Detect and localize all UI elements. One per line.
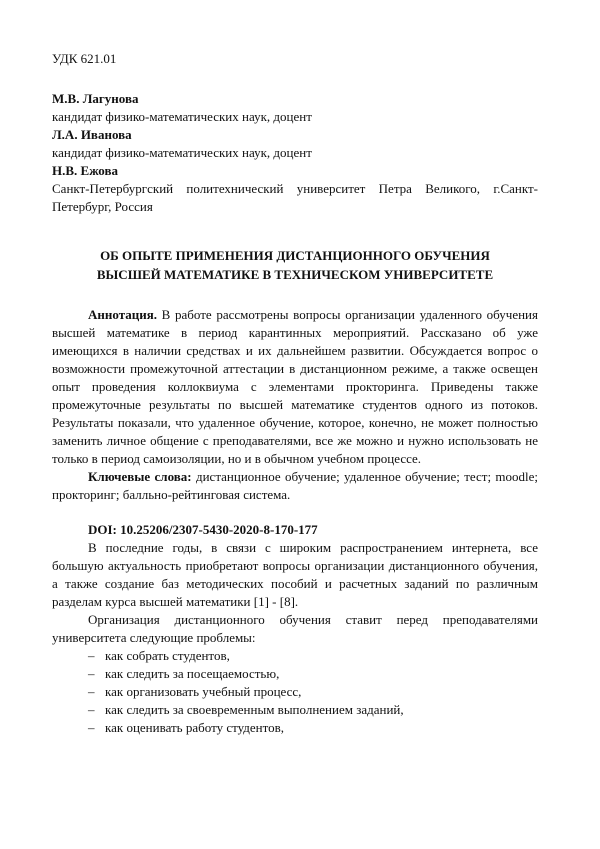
list-dash: –	[88, 666, 95, 681]
doi: DOI: 10.25206/2307-5430-2020-8-170-177	[88, 522, 318, 537]
list-item	[52, 647, 538, 665]
paper-title	[52, 246, 538, 284]
list-item-text: как собрать студентов,	[105, 648, 230, 663]
list-item	[52, 683, 538, 701]
list-item	[52, 719, 538, 737]
abstract-label: Аннотация.	[88, 307, 158, 322]
body-paragraph: В последние годы, в связи с широким распространением интернета, все большую актуальность приобретают вопросы организации дистанционного обучения, а также создание баз методических пособий и расчетных заданий по различным разделам курса высшей математики [1] - [8].	[52, 540, 538, 609]
abstract	[52, 306, 538, 468]
paper-title-line: ОБ ОПЫТЕ ПРИМЕНЕНИЯ ДИСТАНЦИОННОГО ОБУЧЕНИЯ	[100, 248, 490, 263]
list-dash: –	[88, 648, 95, 663]
list-dash: –	[88, 720, 95, 735]
list-item	[52, 665, 538, 683]
list-item-text: как следить за посещаемостью,	[105, 666, 280, 681]
author-name: Л.А. Иванова	[52, 127, 132, 142]
keywords-label: Ключевые слова:	[88, 469, 192, 484]
author-name: Н.В. Ежова	[52, 163, 119, 178]
issues-list	[52, 647, 538, 737]
keywords-text: дистанционное обучение; удаленное обучение; тест; moodle; прокторинг; балльно-рейтинговая система.	[52, 469, 538, 502]
paper-title-line: ВЫСШЕЙ МАТЕМАТИКЕ В ТЕХНИЧЕСКОМ УНИВЕРСИТЕТЕ	[96, 267, 494, 282]
keywords	[52, 468, 538, 504]
list-item-text: как организовать учебный процесс,	[105, 684, 302, 699]
author-affiliation: Санкт-Петербургский политехнический университет Петра Великого, г.Санкт-Петербург, Россия	[52, 181, 538, 214]
list-item-text: как оценивать работу студентов,	[105, 720, 285, 735]
list-dash: –	[88, 684, 95, 699]
author-name: М.В. Лагунова	[52, 91, 139, 106]
body-paragraph: Организация дистанционного обучения ставит перед преподавателями университета следующие проблемы:	[52, 612, 538, 645]
udk-code: УДК 621.01	[52, 51, 117, 66]
list-item-text: как следить за своевременным выполнением заданий,	[105, 702, 404, 717]
author-block	[52, 90, 538, 216]
list-dash: –	[88, 702, 95, 717]
list-item	[52, 701, 538, 719]
author-affiliation: кандидат физико-математических наук, доцент	[52, 109, 312, 124]
abstract-text: В работе рассмотрены вопросы организации удаленного обучения высшей математике в период карантинных мероприятий. Рассказано об уже имеющихся в наличии средствах и их дальнейшем развитии. Обсуждается вопрос о возможности промежуточной аттестации в дистанционном режиме, а также освещен опыт проведения коллоквиума с элементами прокторинга. Приведены также промежуточные результаты по высшей математике студентов одного из потоков. Результаты показали, что удаленное обучение, которое, конечно, не может полностью заменить личное общение с преподавателями, все же можно и нужно использовать не только в период самоизоляции, но и в обычном учебном процессе.	[52, 307, 538, 466]
author-affiliation: кандидат физико-математических наук, доцент	[52, 145, 312, 160]
